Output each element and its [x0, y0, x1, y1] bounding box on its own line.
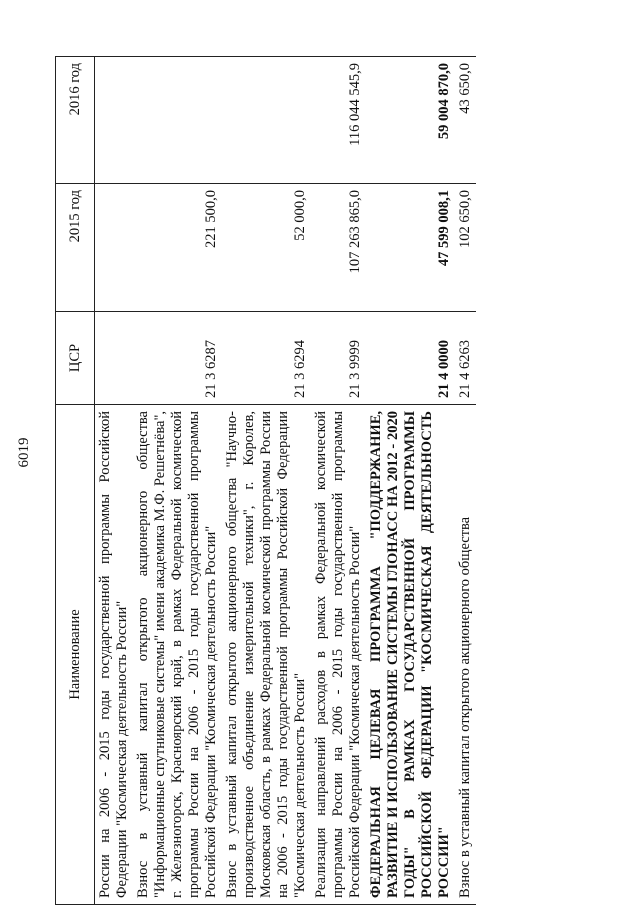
row-2016: 116 044 545,9 [311, 57, 366, 184]
row-name: Взнос в уставный капитал открытого акционерного общества "Научно-производственное объединение измерительной техники", г. Королев, Московская область, в рамках Федеральной космической программы России на 2006 - 2015 годы государственной программы Российской Федерации "Космическая деятельность России" [222, 405, 311, 905]
row-csr: 21 3 6294 [222, 312, 311, 405]
header-name: Наименование [56, 405, 95, 905]
row-name: Взнос в уставный капитал открытого акционерного общества "Информационные спутниковые системы" имени академика М.Ф. Решетнёва", г. Железногорск, Красноярский край, в рамках Федеральной космической программы России на 2006 - 2015 годы государственной программы Российской Федерации "Космическая деятельность России" [133, 405, 222, 905]
budget-table [55, 56, 476, 905]
row-csr: 21 3 6287 [133, 312, 222, 405]
row-2015: 221 500,0 [133, 184, 222, 312]
row-csr: 21 3 9999 [311, 312, 366, 405]
row-2016 [222, 57, 311, 184]
table-row-program-total [366, 57, 455, 905]
row-2016 [95, 57, 134, 184]
table-row [133, 57, 222, 905]
table-row [95, 57, 134, 905]
page-number: 6019 [16, 437, 32, 468]
row-2016: 43 650,0 [455, 57, 476, 184]
row-name: России на 2006 - 2015 годы государственной программы Российской Федерации "Космическая деятельность России" [95, 405, 134, 905]
row-2016 [133, 57, 222, 184]
header-2015: 2015 год [56, 184, 95, 312]
table-header-row [56, 57, 95, 905]
header-csr: ЦСР [56, 312, 95, 405]
table-row [311, 57, 366, 905]
table-row [455, 57, 476, 905]
row-name: Взнос в уставный капитал открытого акционерного общества [455, 405, 476, 905]
row-2015: 102 650,0 [455, 184, 476, 312]
row-2015: 47 599 008,1 [366, 184, 455, 312]
header-2016: 2016 год [56, 57, 95, 184]
row-csr: 21 4 6263 [455, 312, 476, 405]
row-2015: 52 000,0 [222, 184, 311, 312]
row-2016: 59 004 870,0 [366, 57, 455, 184]
row-2015 [95, 184, 134, 312]
row-2015: 107 263 865,0 [311, 184, 366, 312]
table-row [222, 57, 311, 905]
row-csr: 21 4 0000 [366, 312, 455, 405]
row-name: Реализация направлений расходов в рамках Федеральной космической программы России на 2006 - 2015 годы государственной программы Российской Федерации "Космическая деятельность России" [311, 405, 366, 905]
row-name: ФЕДЕРАЛЬНАЯ ЦЕЛЕВАЯ ПРОГРАММА "ПОДДЕРЖАНИЕ, РАЗВИТИЕ И ИСПОЛЬЗОВАНИЕ СИСТЕМЫ ГЛОНАСС НА 2012 - 2020 ГОДЫ" В РАМКАХ ГОСУДАРСТВЕННОЙ ПРОГРАММЫ РОССИЙСКОЙ ФЕДЕРАЦИИ "КОСМИЧЕСКАЯ ДЕЯТЕЛЬНОСТЬ РОССИИ" [366, 405, 455, 905]
row-csr [95, 312, 134, 405]
